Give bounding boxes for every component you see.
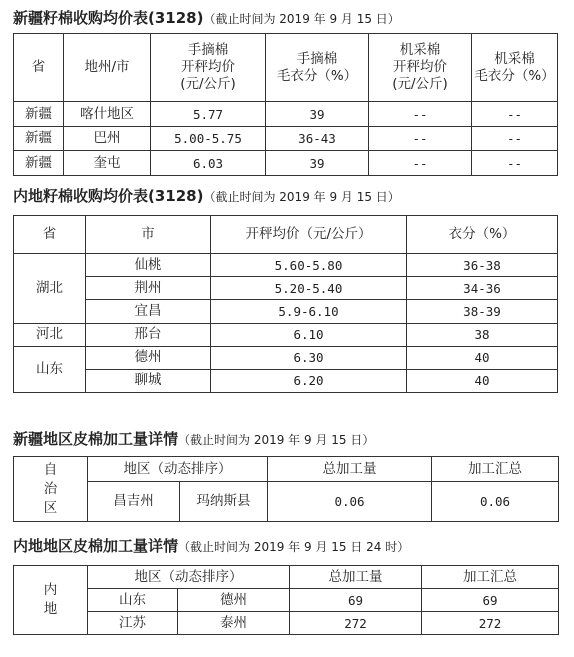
section1-note: （截止时间为 2019 年 9 月 15 日） (203, 12, 400, 26)
cell-province: 新疆 (14, 102, 64, 127)
table-header-row (14, 216, 558, 254)
cell-machine-lint: -- (472, 126, 558, 151)
cell-hand-price: 5.00-5.75 (151, 126, 266, 151)
section1-heading (13, 7, 400, 28)
side-char: 地 (43, 601, 58, 617)
cell-province: 湖北 (14, 254, 86, 323)
xinjiang-seed-cotton-price-table (13, 33, 558, 176)
table-header-row (14, 34, 558, 102)
cell-province: 新疆 (14, 126, 64, 151)
section4-heading (13, 535, 409, 556)
cell-summary: 69 (422, 589, 559, 612)
table-row (14, 151, 558, 176)
table-row (14, 482, 559, 522)
cell-city: 泰州 (178, 612, 290, 635)
header-hand-price-line3: (元/公斤) (180, 76, 236, 93)
cell-lint: 38 (407, 323, 558, 346)
cell-city: 聊城 (86, 369, 211, 392)
section3-heading (13, 428, 374, 449)
table-row (14, 612, 559, 635)
cell-region: 喀什地区 (64, 102, 151, 127)
cell-city: 德州 (86, 346, 211, 369)
header-region: 地州/市 (64, 34, 151, 102)
cell-lint: 36-38 (407, 254, 558, 277)
table-row (14, 102, 558, 127)
cell-lint: 34-36 (407, 277, 558, 300)
cell-machine-lint: -- (472, 102, 558, 127)
cell-lint: 40 (407, 369, 558, 392)
table-row (14, 369, 558, 392)
cell-city: 仙桃 (86, 254, 211, 277)
side-char: 内 (43, 582, 58, 598)
cell-machine-price: -- (369, 126, 472, 151)
header-province: 省 (14, 34, 64, 102)
section2-title: 内地籽棉收购均价表(3128) (13, 187, 204, 205)
table-header-row (14, 457, 559, 482)
inland-seed-cotton-price-table (13, 215, 558, 393)
side-char: 自 (43, 461, 58, 478)
cell-province: 江苏 (88, 612, 178, 635)
cell-hand-price: 6.03 (151, 151, 266, 176)
inland-lint-processing-table (13, 565, 559, 635)
cell-city: 德州 (178, 589, 290, 612)
cell-summary: 272 (422, 612, 559, 635)
xinjiang-lint-processing-table (13, 456, 559, 522)
cell-machine-lint: -- (472, 151, 558, 176)
header-machine-lint-line1: 机采棉 (494, 50, 535, 67)
cell-machine-price: -- (369, 151, 472, 176)
table-row (14, 346, 558, 369)
header-total: 总加工量 (290, 566, 422, 589)
header-summary: 加工汇总 (422, 566, 559, 589)
cell-province: 新疆 (14, 151, 64, 176)
header-machine-lint (472, 34, 558, 102)
cell-hand-lint: 39 (266, 102, 369, 127)
section3-note: （截止时间为 2019 年 9 月 15 日） (178, 433, 375, 447)
cell-province: 山东 (14, 346, 86, 392)
header-machine-price-line2: 开秤均价 (393, 59, 447, 76)
header-price: 开秤均价（元/公斤） (211, 216, 407, 254)
cell-hand-lint: 39 (266, 151, 369, 176)
header-hand-lint (266, 34, 369, 102)
header-hand-lint-line2: 毛衣分（%） (276, 67, 358, 84)
header-region: 地区（动态排序） (88, 566, 290, 589)
cell-total: 272 (290, 612, 422, 635)
header-total: 总加工量 (268, 457, 432, 482)
side-char: 区 (43, 499, 58, 516)
cell-price: 6.20 (211, 369, 407, 392)
cell-region: 奎屯 (64, 151, 151, 176)
header-machine-price-line3: (元/公斤) (392, 76, 448, 93)
side-char: 治 (43, 480, 58, 497)
section2-note: （截止时间为 2019 年 9 月 15 日） (203, 190, 400, 204)
cell-province: 河北 (14, 323, 86, 346)
header-summary: 加工汇总 (432, 457, 559, 482)
section4-note: （截止时间为 2019 年 9 月 15 日 24 时） (178, 540, 410, 554)
header-hand-price-line1: 手摘棉 (187, 42, 229, 59)
cell-city: 荆州 (86, 277, 211, 300)
cell-hand-lint: 36-43 (266, 126, 369, 151)
header-lint: 衣分（%） (407, 216, 558, 254)
header-hand-price (151, 34, 266, 102)
cell-price: 6.10 (211, 323, 407, 346)
side-label-inland (14, 566, 88, 635)
cell-lint: 40 (407, 346, 558, 369)
cell-price: 6.30 (211, 346, 407, 369)
header-hand-price-line2: 开秤均价 (181, 59, 235, 76)
cell-total: 0.06 (268, 482, 432, 522)
cell-lint: 38-39 (407, 300, 558, 323)
header-machine-price (369, 34, 472, 102)
table-row (14, 589, 559, 612)
header-region: 地区（动态排序） (88, 457, 268, 482)
cell-price: 5.9-6.10 (211, 300, 407, 323)
header-hand-lint-line1: 手摘棉 (296, 50, 338, 67)
header-machine-lint-line2: 毛衣分（%） (474, 67, 555, 84)
cell-machine-price: -- (369, 102, 472, 127)
cell-prefecture: 昌吉州 (88, 482, 180, 522)
cell-city: 宜昌 (86, 300, 211, 323)
table-row (14, 126, 558, 151)
cell-hand-price: 5.77 (151, 102, 266, 127)
section1-title: 新疆籽棉收购均价表(3128) (13, 9, 204, 27)
table-header-row (14, 566, 559, 589)
table-row (14, 277, 558, 300)
cell-region: 巴州 (64, 126, 151, 151)
cell-price: 5.60-5.80 (211, 254, 407, 277)
cell-city: 邢台 (86, 323, 211, 346)
header-province: 省 (14, 216, 86, 254)
cell-summary: 0.06 (432, 482, 559, 522)
table-row (14, 323, 558, 346)
cell-total: 69 (290, 589, 422, 612)
header-machine-price-line1: 机采棉 (399, 42, 441, 59)
cell-county: 玛纳斯县 (180, 482, 268, 522)
section2-heading (13, 185, 400, 206)
table-row (14, 300, 558, 323)
section4-title: 内地地区皮棉加工量详情 (13, 537, 179, 555)
table-row (14, 254, 558, 277)
section3-title: 新疆地区皮棉加工量详情 (13, 430, 179, 448)
header-city: 市 (86, 216, 211, 254)
cell-province: 山东 (88, 589, 178, 612)
cell-price: 5.20-5.40 (211, 277, 407, 300)
side-label-autonomous-region (14, 457, 88, 522)
